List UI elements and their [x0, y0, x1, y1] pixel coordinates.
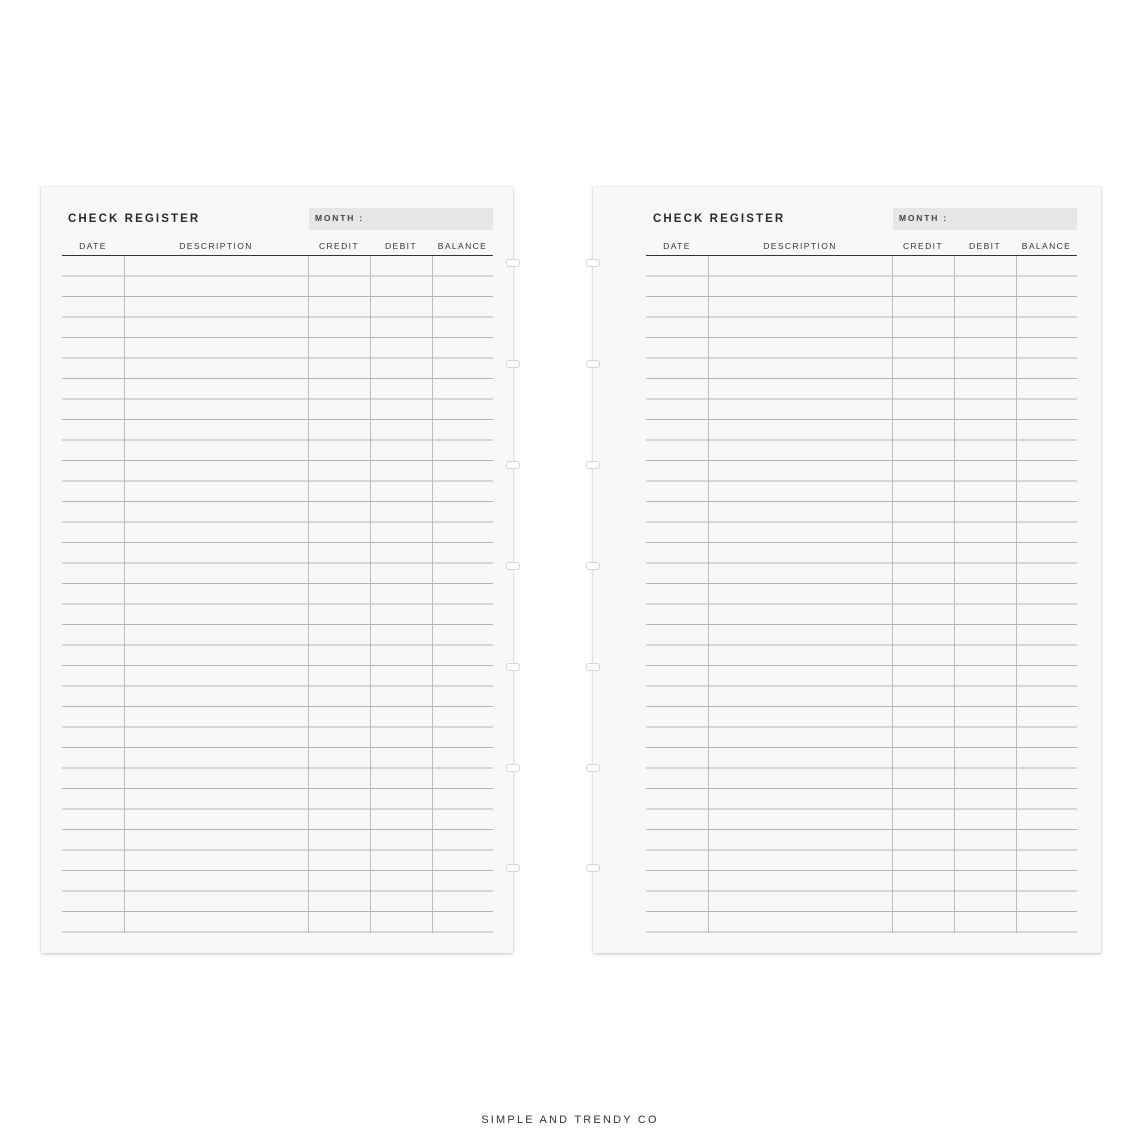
planner-page-left: [41, 187, 513, 953]
disc-binding-notch: [506, 562, 520, 570]
brand-footer: SIMPLE AND TRENDY CO: [481, 1114, 659, 1126]
table-header: [646, 238, 1077, 256]
disc-binding-notch: [506, 259, 520, 267]
column-header-credit: CREDIT: [318, 241, 360, 251]
disc-binding-notch: [586, 259, 600, 267]
column-divider: [432, 256, 433, 933]
column-header-balance: BALANCE: [437, 241, 488, 251]
disc-binding-notch: [586, 562, 600, 570]
page-title: CHECK REGISTER: [68, 213, 201, 225]
column-header-description: DESCRIPTION: [179, 241, 253, 251]
column-header-date: DATE: [663, 241, 691, 251]
disc-binding-notch: [586, 764, 600, 772]
disc-binding-notch: [586, 360, 600, 368]
column-divider: [708, 256, 709, 933]
column-divider: [1016, 256, 1017, 933]
column-header-debit: DEBIT: [384, 241, 418, 251]
register-grid[interactable]: [62, 256, 493, 933]
column-divider: [954, 256, 955, 933]
column-divider: [370, 256, 371, 933]
disc-binding-notch: [506, 864, 520, 872]
month-field[interactable]: [309, 208, 493, 230]
disc-binding-notch: [586, 864, 600, 872]
column-header-description: DESCRIPTION: [763, 241, 837, 251]
disc-binding-notch: [506, 663, 520, 671]
column-header-debit: DEBIT: [968, 241, 1002, 251]
month-field[interactable]: [893, 208, 1077, 230]
register-grid[interactable]: [646, 256, 1077, 933]
column-header-date: DATE: [79, 241, 107, 251]
table-header: [62, 238, 493, 256]
disc-binding-notch: [586, 461, 600, 469]
month-label: MONTH :: [315, 213, 364, 223]
column-header-credit: CREDIT: [902, 241, 944, 251]
column-header-balance: BALANCE: [1021, 241, 1072, 251]
column-divider: [308, 256, 309, 933]
disc-binding-notch: [506, 461, 520, 469]
disc-binding-notch: [586, 663, 600, 671]
column-divider: [124, 256, 125, 933]
planner-page-right: [593, 187, 1101, 953]
column-divider: [892, 256, 893, 933]
page-title: CHECK REGISTER: [653, 213, 786, 225]
month-label: MONTH :: [899, 213, 948, 223]
disc-binding-notch: [506, 360, 520, 368]
disc-binding-notch: [506, 764, 520, 772]
